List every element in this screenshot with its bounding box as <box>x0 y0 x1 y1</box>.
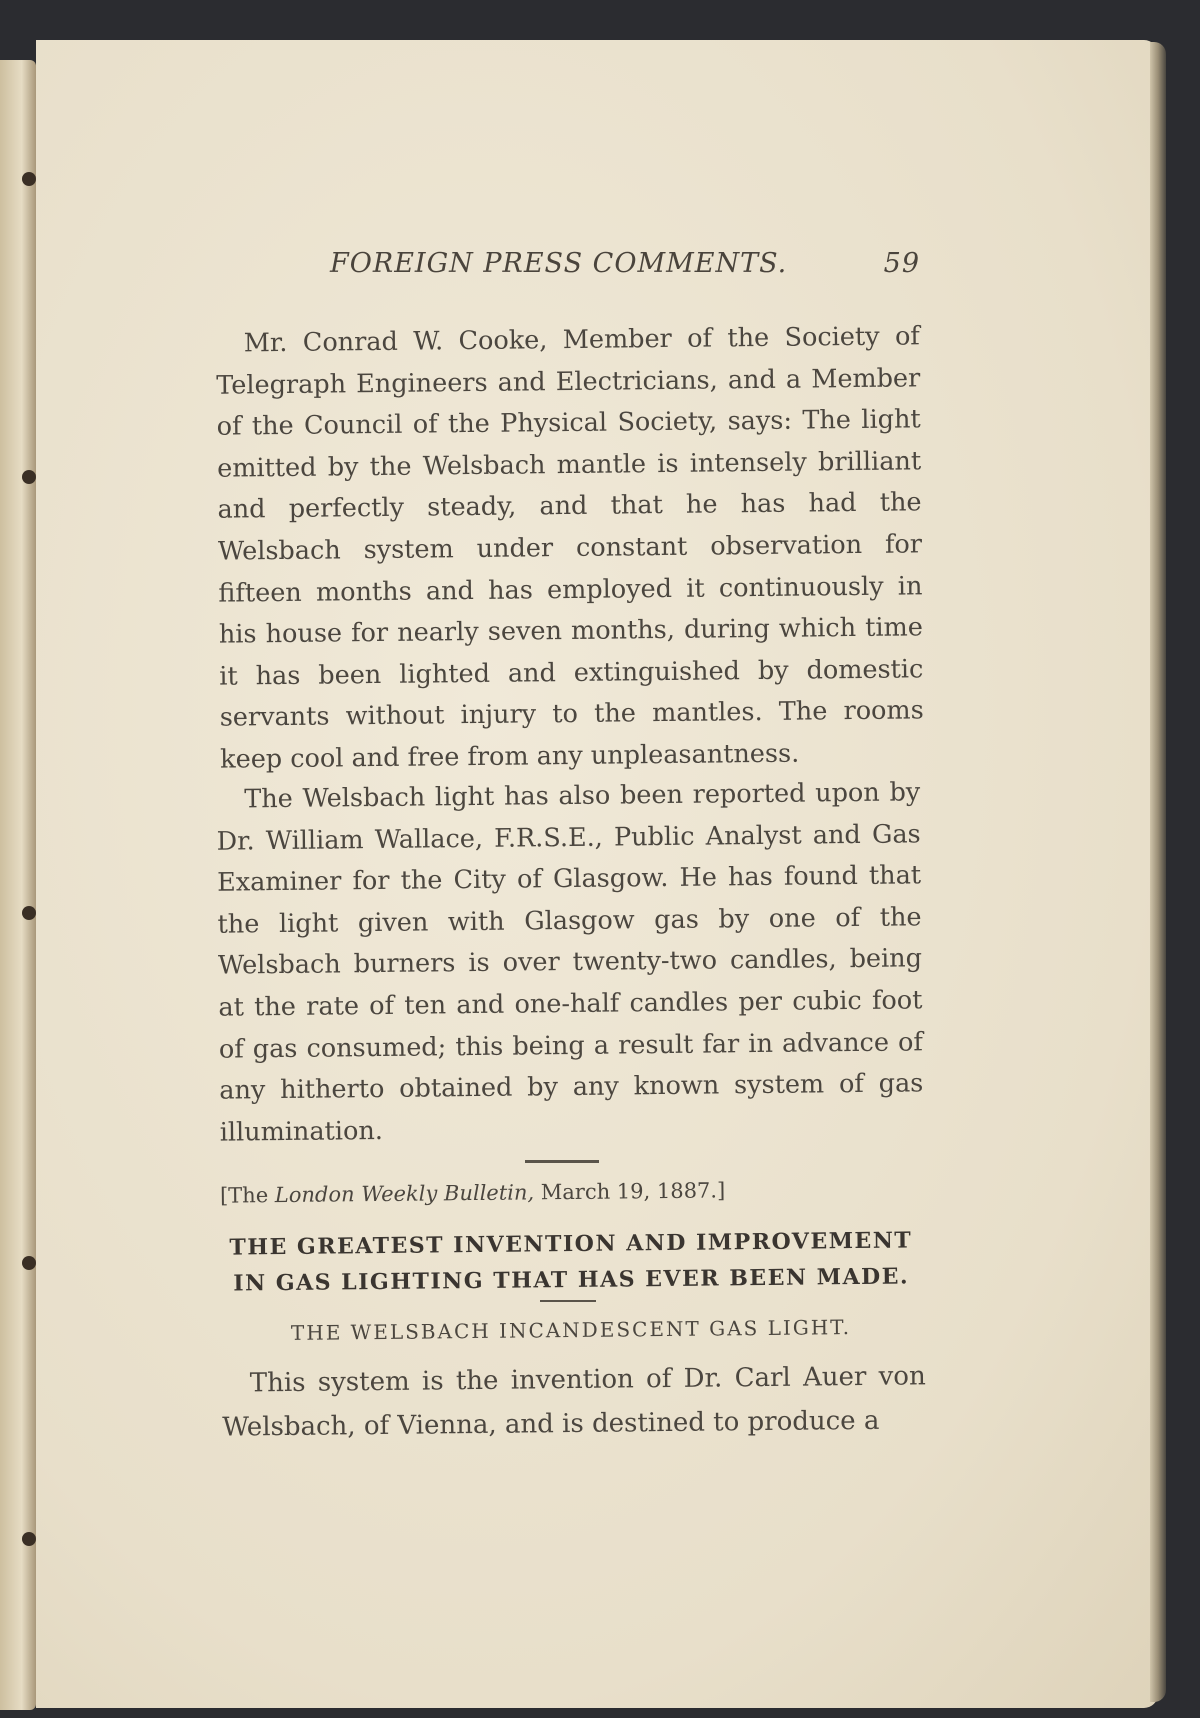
binding-stitch <box>22 172 36 186</box>
paragraph-cooke: Mr. Conrad W. Cooke, Member of the Society of Telegraph Engineers and Electricians, and a Member of the Council of the Physical Society, says: The light emitted by the Welsbach mantle is intensely brilliant and perfectly steady, and that he has had the Welsbach system under constant observation for fifteen months and has employed it continuously in his house for nearly seven months, during which time it has been lighted and extinguished by domestic servants without injury to the mantles. The rooms keep cool and free from any unpleasantness. <box>216 321 924 775</box>
paragraph-invention: This system is the invention of Dr. Carl Auer von Welsbach, of Vienna, and is destined to produce a <box>222 1361 926 1443</box>
citation-date: March 19, 1887.] <box>540 1178 726 1205</box>
running-head <box>330 248 920 288</box>
page-edge <box>1150 42 1166 1702</box>
page-number: 59 <box>883 248 920 279</box>
facing-page-edge <box>0 60 36 1710</box>
article-subheading: THE WELSBACH INCANDESCENT GAS LIGHT. <box>290 1315 852 1345</box>
binding-stitch <box>22 1256 36 1270</box>
citation-source: London Weekly Bulletin, <box>274 1180 535 1208</box>
binding-stitch <box>22 1532 36 1546</box>
running-head-title: FOREIGN PRESS COMMENTS. <box>330 248 788 279</box>
article-headline: THE GREATEST INVENTION AND IMPROVEMENT IN GAS LIGHTING THAT HAS EVER BEEN MADE. <box>229 1227 913 1297</box>
headline-divider <box>540 1300 596 1302</box>
binding-stitch <box>22 906 36 920</box>
paragraph-wallace: The Welsbach light has also been reported upon by Dr. William Wallace, F.R.S.E., Public Analyst and Gas Examiner for the City of Glasgow. He has found that the light given with Glasgow gas by one of the Welsbach burners is over twenty-two candles, being at the rate of ten and one-half candles per cubic foot of gas consumed; this being a result far in advance of any hitherto obtained by any known system of gas illumination. <box>216 777 924 1148</box>
section-divider <box>525 1160 599 1163</box>
citation-prefix: [The <box>219 1183 269 1208</box>
binding-stitch <box>22 470 36 484</box>
